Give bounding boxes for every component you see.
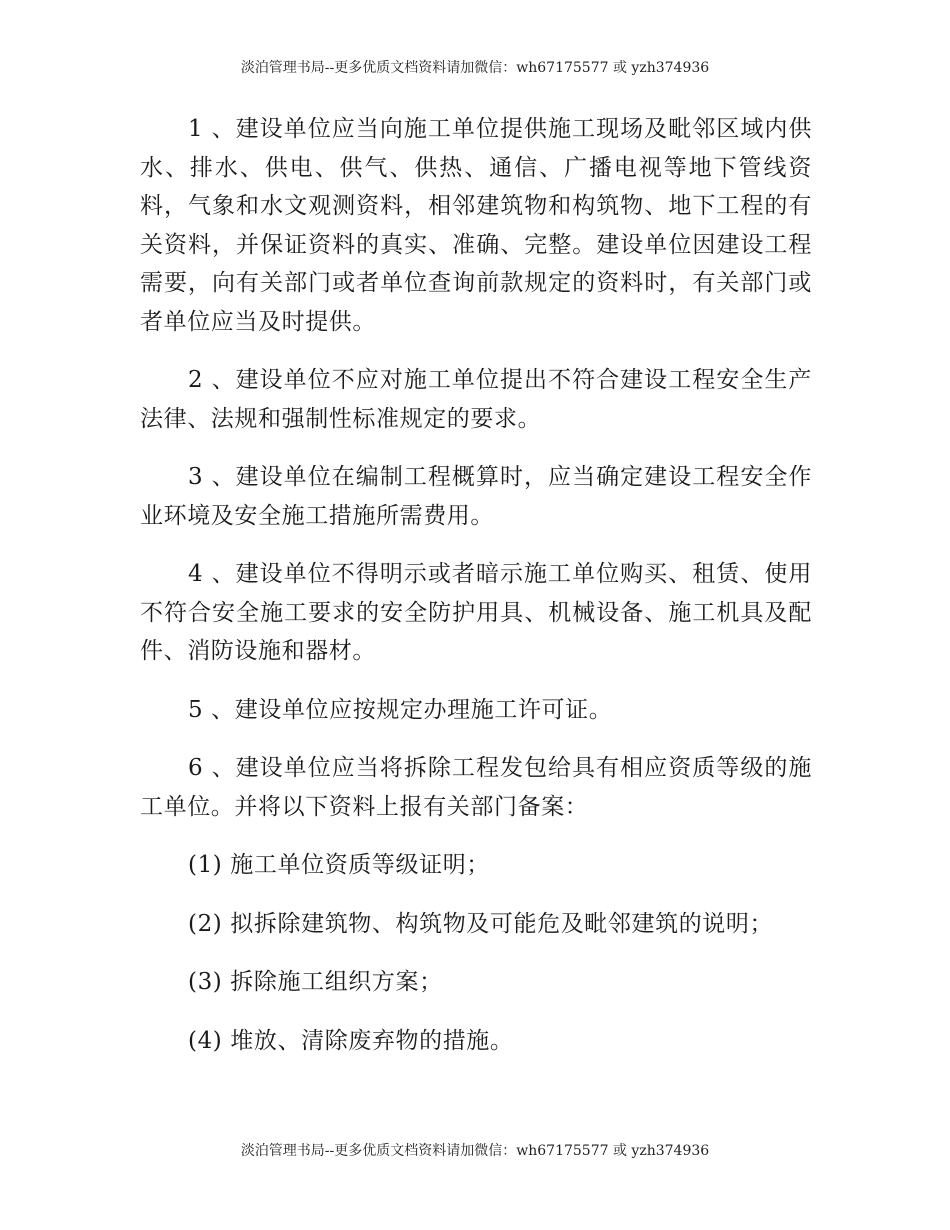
page-footer: 淡泊管理书局--更多优质文档资料请加微信：wh67175577 或 yzh374936 xyxy=(240,1143,710,1159)
paragraph-4: 4 、建设单位不得明示或者暗示施工单位购买、租赁、使用不符合安全施工要求的安全防护用具、机械设备、施工机具及配件、消防设施和器材。 xyxy=(140,561,812,664)
paragraph-2: 2 、建设单位不应对施工单位提出不符合建设工程安全生产法律、法规和强制性标准规定的要求。 xyxy=(140,367,812,432)
list-item-3: (3) 拆除施工组织方案； xyxy=(188,969,443,995)
page-header: 淡泊管理书局--更多优质文档资料请加微信：wh67175577 或 yzh374936 xyxy=(240,60,710,76)
document-body xyxy=(140,110,812,1080)
list-item-4: (4) 堆放、清除废弃物的措施。 xyxy=(188,1027,514,1054)
list-item-2: (2) 拟拆除建筑物、构筑物及可能危及毗邻建筑的说明； xyxy=(188,910,774,937)
paragraph-6: 6 、建设单位应当将拆除工程发包给具有相应资质等级的施工单位。并将以下资料上报有关部门备案： xyxy=(140,755,812,820)
paragraph-5: 5 、建设单位应按规定办理施工许可证。 xyxy=(188,696,613,723)
paragraph-3: 3 、建设单位在编制工程概算时，应当确定建设工程安全作业环境及安全施工措施所需费用。 xyxy=(140,464,812,529)
paragraph-1: 1 、建设单位应当向施工单位提供施工现场及毗邻区域内供水、排水、供电、供气、供热、通信、广播电视等地下管线资料，气象和水文观测资料，相邻建筑物和构筑物、地下工程的有关资料，并保证资料的真实、准确、完整。建设单位因建设工程需要，向有关部门或者单位查询前款规定的资料时，有关部门或者单位应当及时提供。 xyxy=(140,116,812,335)
list-item-1: (1) 施工单位资质等级证明； xyxy=(188,852,490,878)
